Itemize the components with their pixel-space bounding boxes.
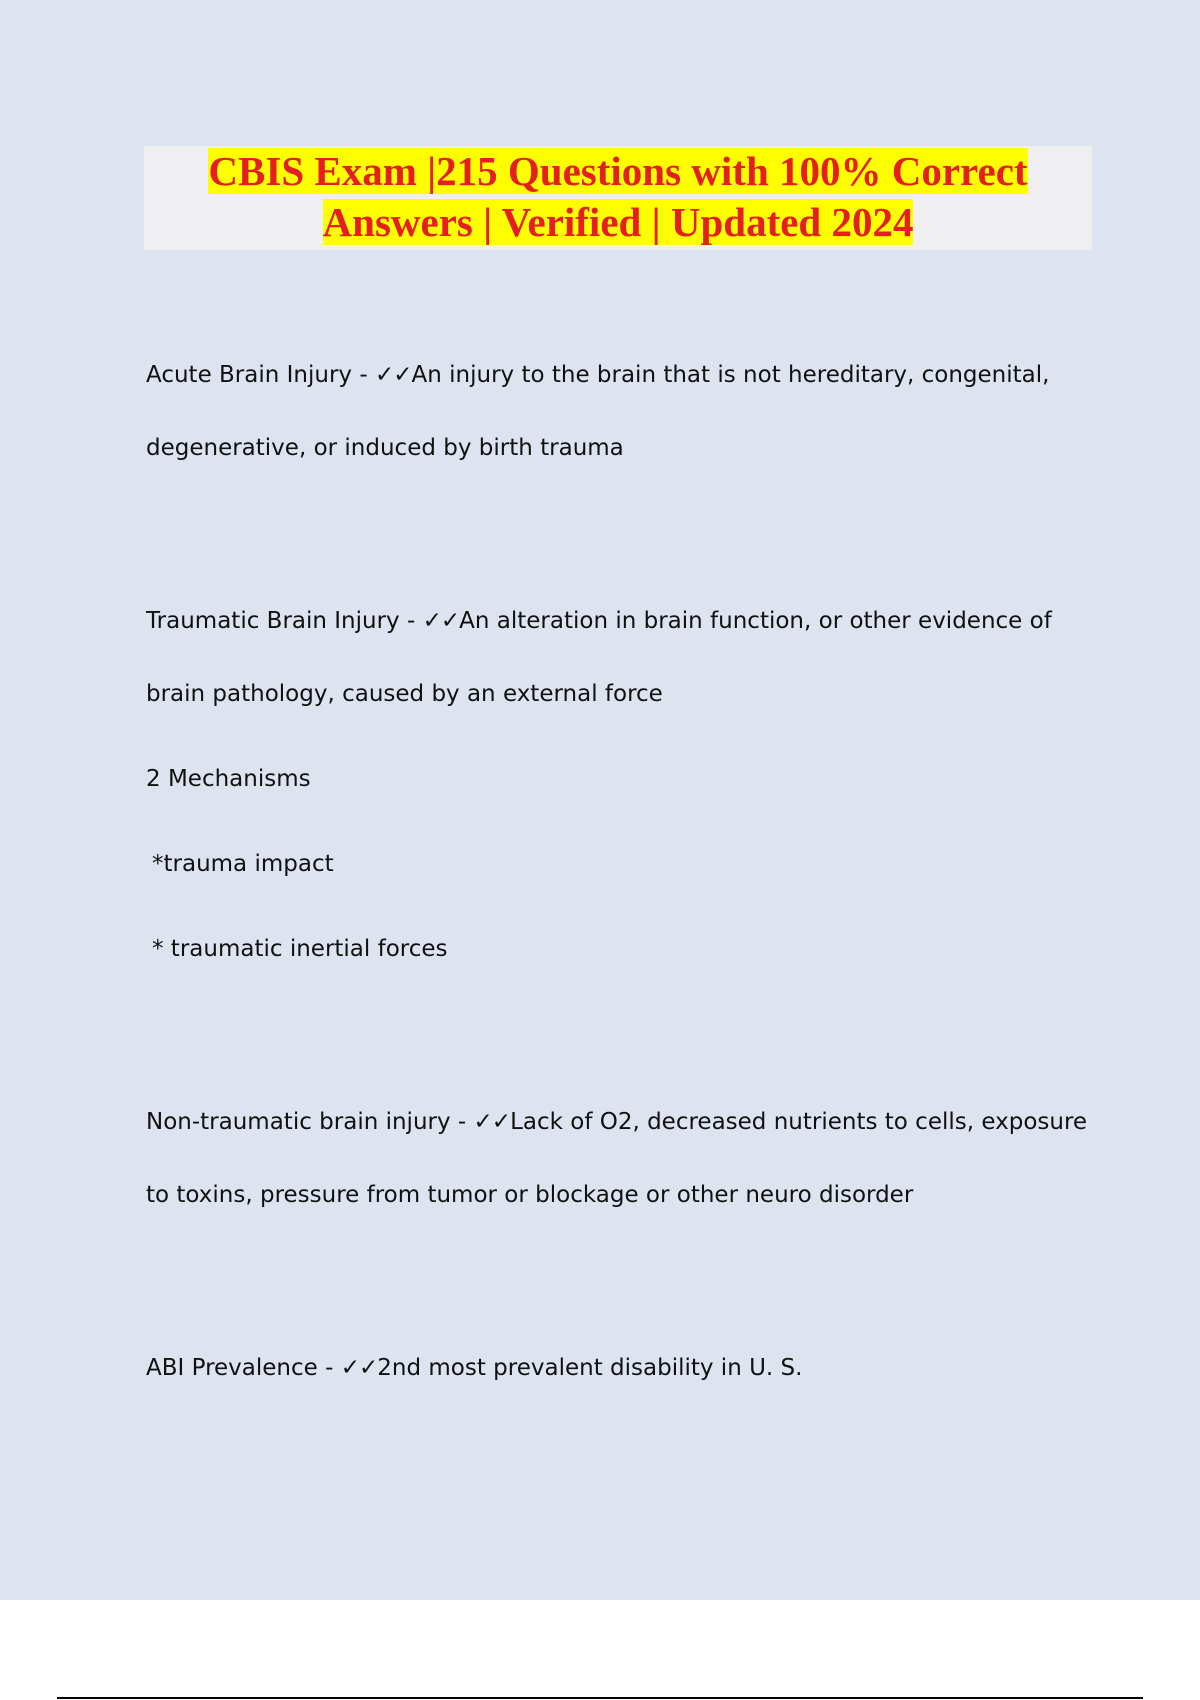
mechanism-item: * traumatic inertial forces: [152, 936, 448, 962]
entry-definition-continued: to toxins, pressure from tumor or blockage or other neuro disorder: [146, 1182, 914, 1208]
check-mark-icon: ✓✓: [473, 1109, 511, 1135]
entry-acute-brain-injury: [146, 360, 1049, 390]
footer-divider: [57, 1697, 1143, 1699]
check-mark-icon: ✓✓: [340, 1355, 378, 1381]
entry-term: ABI Prevalence -: [146, 1355, 341, 1381]
entry-definition: 2nd most prevalent disability in U. S.: [377, 1355, 803, 1381]
entry-definition-continued: degenerative, or induced by birth trauma: [146, 435, 624, 461]
entry-term: Traumatic Brain Injury -: [146, 608, 423, 634]
entry-definition: An alteration in brain function, or other evidence of: [459, 608, 1052, 634]
check-mark-icon: ✓✓: [374, 362, 412, 388]
check-mark-icon: ✓✓: [422, 608, 460, 634]
document-title: [144, 146, 1092, 250]
entry-abi-prevalence: [146, 1353, 802, 1383]
mechanisms-heading: 2 Mechanisms: [146, 766, 311, 792]
entry-definition: Lack of O2, decreased nutrients to cells, exposure: [510, 1109, 1088, 1135]
entry-traumatic-brain-injury: [146, 606, 1052, 636]
entry-non-traumatic-brain-injury: [146, 1107, 1087, 1137]
mechanism-item: *trauma impact: [152, 851, 334, 877]
title-line-2: Answers | Verified | Updated 2024: [322, 199, 914, 245]
entry-definition-continued: brain pathology, caused by an external force: [146, 681, 663, 707]
entry-definition: An injury to the brain that is not hereditary, congenital,: [411, 362, 1050, 388]
entry-term: Non-traumatic brain injury -: [146, 1109, 474, 1135]
entry-term: Acute Brain Injury -: [146, 362, 375, 388]
title-line-1: CBIS Exam |215 Questions with 100% Correct: [208, 148, 1028, 194]
